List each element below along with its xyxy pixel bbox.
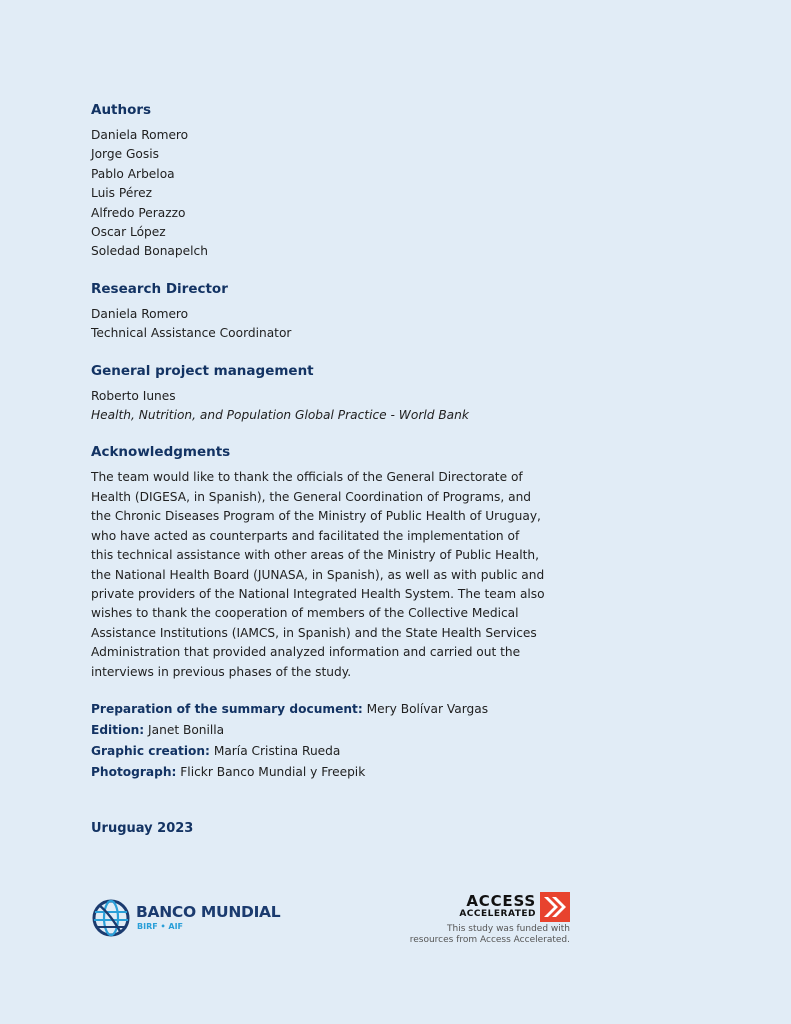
credit-summary [91, 699, 551, 720]
acknowledgments-heading: Acknowledgments [91, 444, 231, 461]
year-place: Uruguay 2023 [91, 821, 194, 836]
double-chevron-icon [540, 892, 570, 922]
document-body [91, 100, 551, 783]
acknowledgments-line: this technical assistance with other areas of the Ministry of Public Health, [91, 548, 539, 563]
globe-icon [91, 897, 131, 939]
author-name: Soledad Bonapelch [91, 244, 208, 259]
acknowledgments-line: private providers of the National Integrated Health System. The team also [91, 586, 545, 601]
credit-label: Preparation of the summary document: [91, 701, 363, 716]
access-accelerated-logo [350, 892, 570, 946]
acknowledgments-line: wishes to thank the cooperation of members of the Collective Medical [91, 606, 519, 621]
credit-label: Graphic creation: [91, 743, 210, 758]
research-director-heading: Research Director [91, 280, 228, 297]
research-director-role: Technical Assistance Coordinator [91, 326, 292, 341]
authors-section [91, 100, 551, 262]
author-name: Alfredo Perazzo [91, 205, 186, 220]
funding-note-line: resources from Access Accelerated. [409, 935, 570, 945]
author-name: Pablo Arbeloa [91, 166, 175, 181]
access-accelerated-words [459, 894, 536, 920]
credit-value: Flickr Banco Mundial y Freepik [180, 764, 366, 779]
world-bank-name: BANCO MUNDIAL [136, 903, 281, 921]
research-director-section [91, 279, 551, 344]
project-management-heading: General project management [91, 362, 314, 379]
research-director-name: Daniela Romero [91, 306, 189, 321]
credit-edition [91, 720, 551, 741]
world-bank-logo [91, 897, 291, 941]
author-name: Daniela Romero [91, 128, 189, 142]
acknowledgments-line: interviews in previous phases of the study. [91, 664, 352, 679]
acknowledgments-line: The team would like to thank the officials of the General Directorate of [91, 470, 523, 485]
author-name: Jorge Gosis [91, 147, 159, 162]
acknowledgments-line: the National Health Board (JUNASA, in Spanish), as well as with public and [91, 567, 545, 582]
project-management-section [91, 361, 551, 426]
authors-heading: Authors [91, 102, 152, 118]
acknowledgments-line: Health (DIGESA, in Spanish), the General Coordination of Programs, and [91, 489, 532, 504]
author-name: Luis Pérez [91, 186, 152, 201]
accelerated-word: ACCELERATED [459, 909, 536, 919]
project-manager-role: Health, Nutrition, and Population Global Practice - World Bank [91, 408, 469, 423]
acknowledgments-section [91, 442, 551, 681]
acknowledgments-line: Administration that provided analyzed information and carried out the [91, 645, 521, 660]
acknowledgments-line: who have acted as counterparts and facilitated the implementation of [91, 528, 520, 543]
project-manager-name: Roberto Iunes [91, 388, 176, 403]
credit-graphic [91, 741, 551, 762]
world-bank-sub: BIRF • AIF [137, 922, 184, 931]
access-accelerated-mark [350, 892, 570, 922]
credit-label: Photograph: [91, 764, 177, 779]
acknowledgments-line: the Chronic Diseases Program of the Ministry of Public Health of Uruguay, [91, 509, 541, 524]
credit-value: María Cristina Rueda [213, 743, 341, 758]
acknowledgments-text [91, 468, 551, 681]
access-word: ACCESS [466, 892, 536, 910]
acknowledgments-line: Assistance Institutions (IAMCS, in Spanish) and the State Health Services [91, 625, 537, 640]
credit-value: Janet Bonilla [148, 722, 225, 737]
credit-label: Edition: [91, 722, 145, 737]
credits-section [91, 699, 551, 783]
credit-photograph [91, 762, 551, 783]
author-name: Oscar López [91, 225, 166, 240]
credit-value: Mery Bolívar Vargas [366, 701, 489, 716]
funding-note-line: This study was funded with [447, 924, 570, 934]
